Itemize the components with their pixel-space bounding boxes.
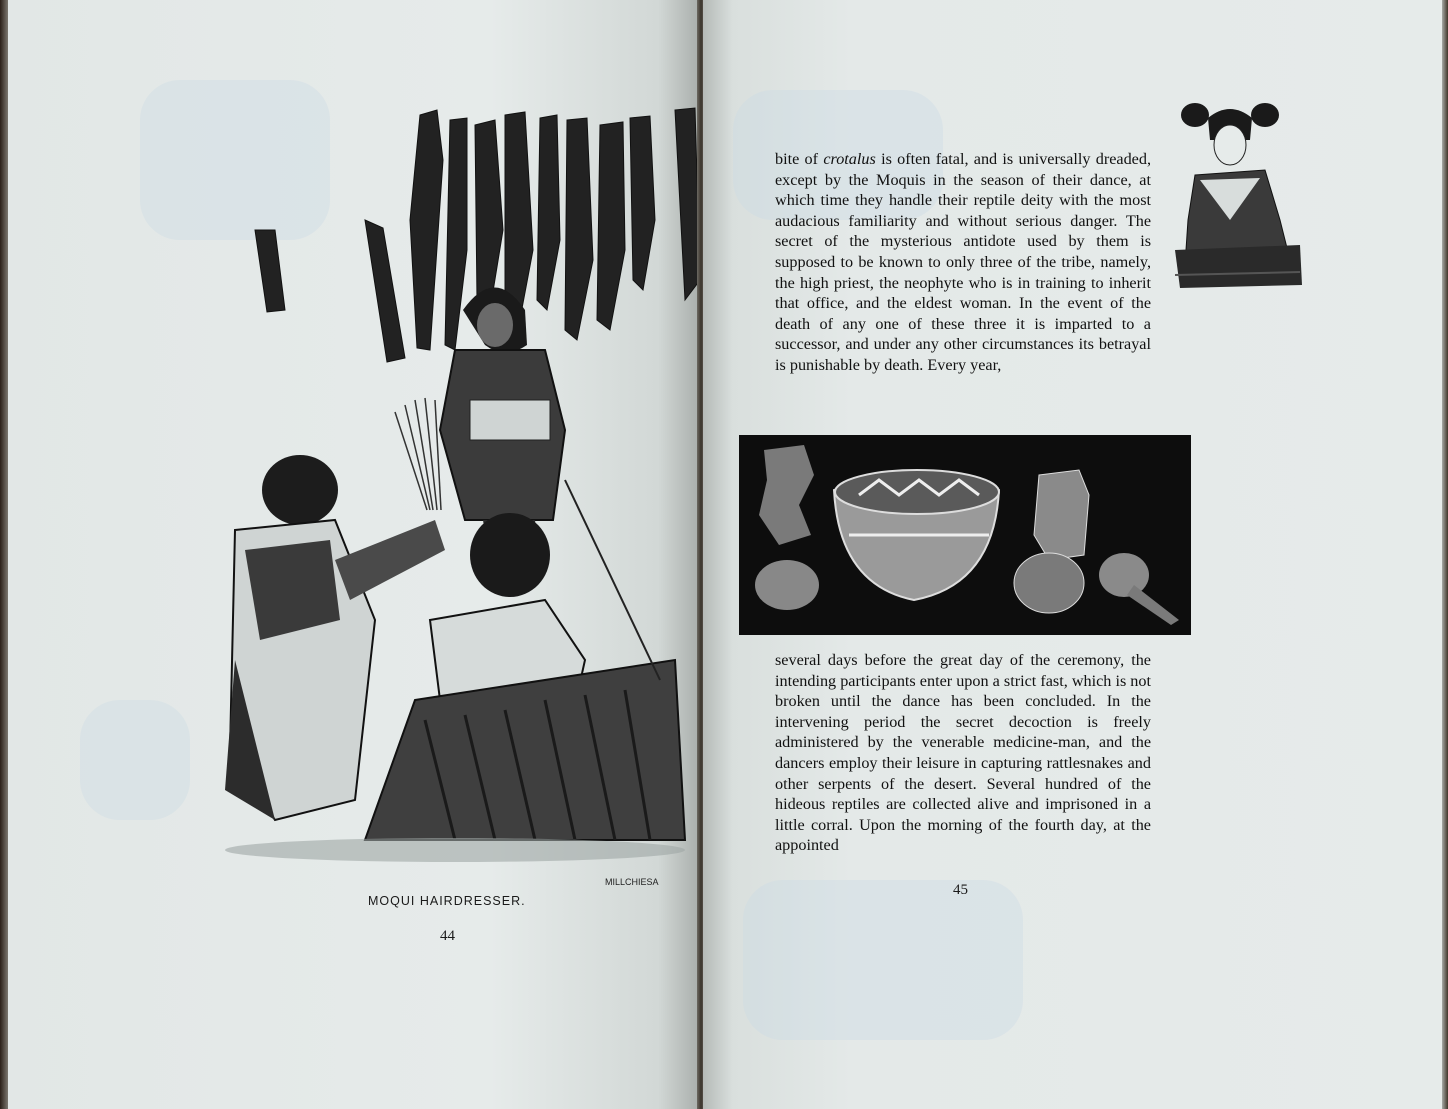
text-block-bottom [775,650,1151,856]
text-run: bite of [775,150,824,168]
illustration-caption: MOQUI HAIRDRESSER. [368,894,526,908]
paragraph-top [775,149,1151,376]
left-page [0,0,700,1109]
bleed-through [743,880,1023,1040]
hairdresser-illustration [205,100,700,890]
italic-term: crotalus [823,150,876,168]
woman-portrait-illustration [1170,100,1305,300]
page-number-right: 45 [953,882,968,898]
signature-mark: MILLCHIESA [605,877,659,887]
pottery-artifacts-illustration [739,435,1191,635]
bleed-through [80,700,190,820]
right-cover-edge [1442,0,1448,1109]
page-number-left: 44 [440,928,455,944]
paragraph-bottom: several days before the great day of the ceremony, the intending participants enter upon a strict fast, which is not broken until the dance has been concluded. In the intervening period the secret decoction is freely administered by the venerable medicine-man, and the dancers employ their leisure in capturing rattlesnakes and other serpents of the desert. Several hundred of the hideous reptiles are collected alive and imprisoned in a little corral. Upon the morning of the fourth day, at the appointed [775,651,1151,855]
text-run: is often fatal, and is universally dreaded, except by the Moquis in the season of their dance, at which time they handle their reptile deity with the most audacious familiarity and without serious danger. The secret of the mysterious antidote used by them is supposed to be known to only three of the tribe, namely, the high priest, the neophyte who is in training to inherit that office, and the eldest woman. In the event of the death of any one of these three it is imparted to a successor, and under any other circumstances its betrayal is punishable by death. Every year, [775,150,1151,374]
text-block-top [775,149,1151,376]
left-cover-edge [0,0,8,1109]
